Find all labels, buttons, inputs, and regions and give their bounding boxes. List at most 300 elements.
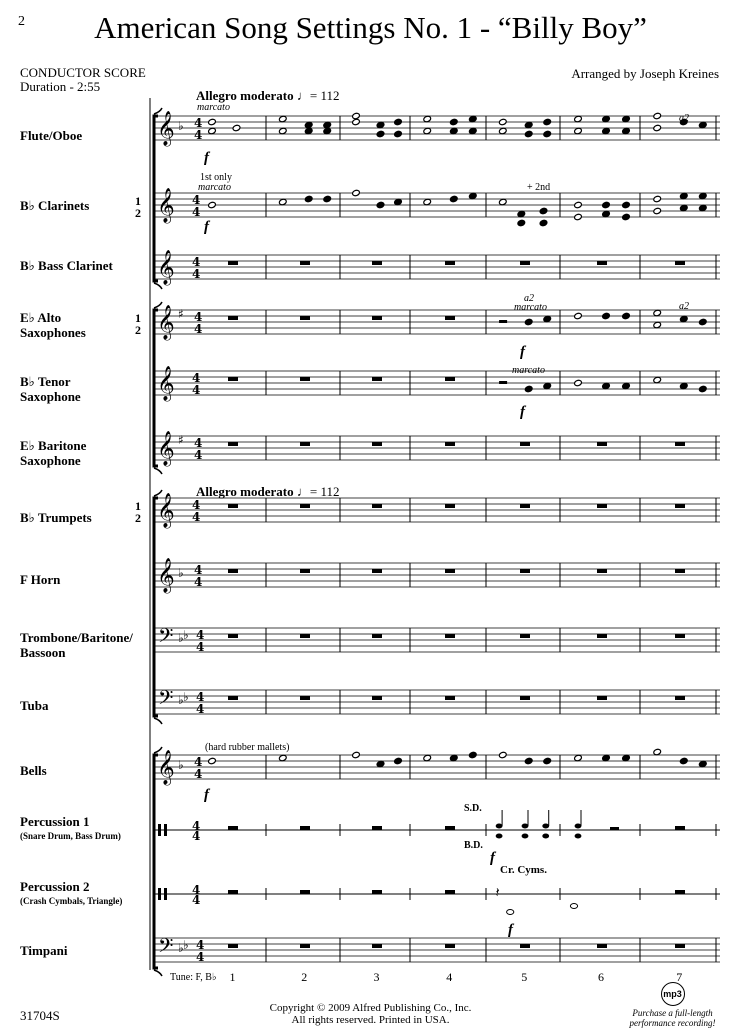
articulation-marcato: marcato <box>198 182 231 193</box>
measure-number: 6 <box>598 970 604 984</box>
notehead <box>543 130 552 137</box>
whole-rest-icon <box>300 890 310 894</box>
whole-rest-icon <box>520 634 530 638</box>
time-signature-numerator: 4 <box>192 371 201 385</box>
staff-part-numbers: 1 2 <box>135 499 141 525</box>
score-type: CONDUCTOR SCORE <box>20 65 146 80</box>
first-only-note: 1st only <box>200 172 232 183</box>
percussion-clef-icon <box>164 888 167 900</box>
notehead <box>543 757 552 764</box>
notehead <box>208 127 217 134</box>
bracket-hook <box>154 718 162 724</box>
notehead <box>574 754 583 761</box>
whole-rest-icon <box>300 944 310 948</box>
whole-rest-icon <box>300 696 310 700</box>
cymbal-note <box>570 904 577 909</box>
notehead <box>394 198 403 205</box>
whole-rest-icon <box>445 316 455 320</box>
group-bracket <box>154 498 158 716</box>
whole-rest-icon <box>597 944 607 948</box>
notehead <box>524 385 533 392</box>
time-signature-numerator: 4 <box>192 498 201 512</box>
treble-clef-icon: 𝄞 <box>157 111 175 146</box>
time-signature-numerator: 4 <box>196 628 205 642</box>
notehead <box>469 127 478 134</box>
notehead <box>524 121 533 128</box>
notehead <box>279 127 288 134</box>
whole-rest-icon <box>228 442 238 446</box>
bracket-hook <box>154 468 162 474</box>
key-flat-icon: ♭ <box>178 566 184 580</box>
dynamic-f: f <box>520 344 525 360</box>
notehead <box>539 207 548 214</box>
notehead <box>699 385 708 392</box>
whole-rest-icon <box>372 634 382 638</box>
whole-rest-icon <box>520 504 530 508</box>
percussion-clef-icon <box>164 824 167 836</box>
time-signature-denominator: 4 <box>196 640 205 654</box>
whole-rest-icon <box>300 634 310 638</box>
quarter-rest-icon: 𝄽 <box>495 885 500 901</box>
dynamic-f: f <box>520 404 525 420</box>
notehead <box>680 204 689 211</box>
a2-marking: a2 <box>679 301 689 312</box>
notehead <box>450 127 459 134</box>
whole-rest-icon <box>520 569 530 573</box>
notehead <box>524 318 533 325</box>
notehead <box>376 760 385 767</box>
key-flat-icon: ♭ <box>178 119 184 133</box>
time-signature-numerator: 4 <box>192 883 201 897</box>
whole-rest-icon <box>228 377 238 381</box>
notehead <box>699 192 708 199</box>
whole-rest-icon <box>372 316 382 320</box>
treble-clef-icon: 𝄞 <box>157 493 175 528</box>
bass-clef-icon: 𝄢 <box>158 686 174 714</box>
whole-rest-icon <box>597 261 607 265</box>
instrument-name: E♭ Baritone Saxophone <box>20 438 87 468</box>
notehead <box>423 127 432 134</box>
notehead <box>323 127 332 134</box>
notehead <box>208 201 217 208</box>
tempo-note-symbol: ♩ <box>296 88 310 103</box>
whole-rest-icon <box>300 377 310 381</box>
time-signature-denominator: 4 <box>194 767 203 781</box>
time-signature-denominator: 4 <box>196 702 205 716</box>
whole-rest-icon <box>300 826 310 830</box>
instrument-name: Flute/Oboe <box>20 128 83 143</box>
notehead <box>524 757 533 764</box>
notehead <box>469 115 478 122</box>
snare-note <box>575 824 582 829</box>
notehead <box>539 219 548 226</box>
dynamic-f: f <box>204 150 209 166</box>
notehead <box>499 118 508 125</box>
half-rest-icon <box>499 381 507 384</box>
notehead <box>653 748 662 755</box>
instrument-name: Percussion 2 <box>20 879 90 894</box>
time-signature-numerator: 4 <box>192 193 201 207</box>
notehead <box>602 312 611 319</box>
notehead <box>653 207 662 214</box>
notehead <box>574 379 583 386</box>
notehead <box>602 201 611 208</box>
bass-drum-label: B.D. <box>464 840 483 851</box>
notehead <box>376 201 385 208</box>
dynamic-f: f <box>508 922 513 938</box>
instrument-name: F Horn <box>20 572 61 587</box>
time-signature-numerator: 4 <box>194 436 203 450</box>
time-signature-denominator: 4 <box>192 383 201 397</box>
instrument-name: Trombone/Baritone/ Bassoon <box>20 630 133 660</box>
page-number: 2 <box>18 14 25 29</box>
crash-cymbals-label: Cr. Cyms. <box>500 864 547 876</box>
time-signature-denominator: 4 <box>192 510 201 524</box>
whole-rest-icon <box>372 442 382 446</box>
instrument-name: B♭ Tenor Saxophone <box>20 374 81 404</box>
time-signature-numerator: 4 <box>192 819 201 833</box>
notehead <box>423 115 432 122</box>
notehead <box>622 213 631 220</box>
key-flat-icon: ♭ <box>183 628 189 642</box>
whole-rest-icon <box>445 377 455 381</box>
time-signature-numerator: 4 <box>194 563 203 577</box>
whole-rest-icon <box>228 504 238 508</box>
tempo-text: Allegro moderato <box>196 484 294 499</box>
notehead <box>323 195 332 202</box>
time-signature-denominator: 4 <box>194 575 203 589</box>
notehead <box>602 210 611 217</box>
whole-rest-icon <box>675 696 685 700</box>
notehead <box>394 130 403 137</box>
mp3-promo[interactable] <box>610 982 735 1028</box>
notehead <box>352 118 361 125</box>
whole-rest-icon <box>372 826 382 830</box>
notehead <box>304 127 313 134</box>
key-flat-icon: ♭ <box>178 941 184 955</box>
whole-rest-icon <box>675 442 685 446</box>
notehead <box>699 204 708 211</box>
whole-rest-icon <box>520 944 530 948</box>
treble-clef-icon: 𝄞 <box>157 366 175 401</box>
treble-clef-icon: 𝄞 <box>157 750 175 785</box>
whole-rest-icon <box>675 944 685 948</box>
notehead <box>574 201 583 208</box>
notehead <box>699 760 708 767</box>
notehead <box>352 189 361 196</box>
whole-rest-icon <box>445 569 455 573</box>
treble-clef-icon: 𝄞 <box>157 431 175 466</box>
whole-rest-icon <box>372 504 382 508</box>
notehead <box>323 121 332 128</box>
tempo-note-symbol: ♩ <box>296 484 310 499</box>
notehead <box>376 121 385 128</box>
notehead <box>622 382 631 389</box>
instrument-name: B♭ Trumpets <box>20 510 92 525</box>
measure-number: 4 <box>446 970 453 984</box>
notehead <box>517 210 526 217</box>
whole-rest-icon <box>228 890 238 894</box>
bass-drum-note <box>542 834 549 839</box>
whole-rest-icon <box>372 696 382 700</box>
percussion-clef-icon <box>158 888 161 900</box>
key-flat-icon: ♭ <box>178 758 184 772</box>
dynamic-f: f <box>204 787 209 803</box>
notehead <box>279 115 288 122</box>
whole-rest-icon <box>445 634 455 638</box>
time-signature-numerator: 4 <box>194 116 203 130</box>
key-sharp-icon: ♯ <box>178 307 184 321</box>
notehead <box>622 754 631 761</box>
time-signature-denominator: 4 <box>192 267 201 281</box>
half-rest-icon <box>610 827 619 830</box>
notehead <box>543 118 552 125</box>
notehead <box>450 754 459 761</box>
whole-rest-icon <box>228 944 238 948</box>
instrument-name: Bells <box>20 763 47 778</box>
notehead <box>574 312 583 319</box>
notehead <box>423 198 432 205</box>
instrument-name: E♭ Alto Saxophones <box>20 310 86 340</box>
notehead <box>394 757 403 764</box>
notehead <box>499 198 508 205</box>
bass-clef-icon: 𝄢 <box>158 624 174 652</box>
whole-rest-icon <box>372 944 382 948</box>
notehead <box>208 118 217 125</box>
notehead <box>653 124 662 131</box>
notehead <box>499 751 508 758</box>
whole-rest-icon <box>228 826 238 830</box>
treble-clef-icon: 𝄞 <box>157 305 175 340</box>
notehead <box>680 757 689 764</box>
time-signature-denominator: 4 <box>192 893 201 907</box>
whole-rest-icon <box>597 634 607 638</box>
whole-rest-icon <box>675 890 685 894</box>
whole-rest-icon <box>300 316 310 320</box>
notehead <box>469 192 478 199</box>
whole-rest-icon <box>372 569 382 573</box>
whole-rest-icon <box>445 504 455 508</box>
whole-rest-icon <box>445 442 455 446</box>
whole-rest-icon <box>372 261 382 265</box>
whole-rest-icon <box>228 696 238 700</box>
tempo-text: Allegro moderato <box>196 88 294 103</box>
time-signature-denominator: 4 <box>196 950 205 964</box>
mallet-instruction: (hard rubber mallets) <box>205 742 290 753</box>
a2-marking: a2 <box>679 113 689 124</box>
notehead <box>653 376 662 383</box>
notehead <box>543 382 552 389</box>
promo-text[interactable]: Purchase a full-length performance recording! <box>629 1008 716 1028</box>
bracket-hook <box>154 970 162 976</box>
whole-rest-icon <box>228 261 238 265</box>
treble-clef-icon: 𝄞 <box>157 188 175 223</box>
treble-clef-icon: 𝄞 <box>157 250 175 285</box>
whole-rest-icon <box>445 944 455 948</box>
staff-part-numbers: 1 2 <box>135 194 141 220</box>
whole-rest-icon <box>228 569 238 573</box>
articulation-marcato: marcato <box>512 365 545 376</box>
notehead <box>352 751 361 758</box>
bass-drum-note <box>496 834 503 839</box>
notehead <box>602 127 611 134</box>
time-signature-denominator: 4 <box>194 448 203 462</box>
percussion-clef-icon <box>158 824 161 836</box>
snare-note <box>496 824 503 829</box>
whole-rest-icon <box>520 261 530 265</box>
tempo-value: = 112 <box>309 88 340 103</box>
notehead <box>279 198 288 205</box>
instrument-name: B♭ Bass Clarinet <box>20 258 113 273</box>
notehead <box>394 118 403 125</box>
catalog-number: 31704S <box>20 1008 60 1023</box>
bass-drum-note <box>575 834 582 839</box>
notehead <box>680 192 689 199</box>
measure-number: 7 <box>676 970 683 984</box>
score-title: American Song Settings No. 1 - “Billy Boy” <box>94 10 647 45</box>
notehead <box>524 130 533 137</box>
articulation-marcato: marcato <box>197 102 230 113</box>
notehead <box>574 115 583 122</box>
copyright-line: Copyright © 2009 Alfred Publishing Co., Inc. <box>269 1002 472 1014</box>
whole-rest-icon <box>675 504 685 508</box>
notehead <box>304 121 313 128</box>
instrument-subtitle: (Snare Drum, Bass Drum) <box>20 831 121 841</box>
whole-rest-icon <box>675 569 685 573</box>
whole-rest-icon <box>445 826 455 830</box>
time-signature-denominator: 4 <box>194 128 203 142</box>
time-signature-numerator: 4 <box>194 310 203 324</box>
whole-rest-icon <box>300 569 310 573</box>
whole-rest-icon <box>675 261 685 265</box>
time-signature-denominator: 4 <box>192 205 201 219</box>
key-flat-icon: ♭ <box>178 693 184 707</box>
measure-number: 5 <box>521 970 528 984</box>
instrument-name: B♭ Clarinets <box>20 198 90 213</box>
staff-part-numbers: 1 2 <box>135 311 141 337</box>
notehead <box>653 112 662 119</box>
whole-rest-icon <box>445 261 455 265</box>
notehead <box>376 130 385 137</box>
mp3-icon[interactable]: mp3 <box>661 982 685 1006</box>
whole-rest-icon <box>597 696 607 700</box>
notehead <box>232 124 241 131</box>
notehead <box>304 195 313 202</box>
notehead <box>622 115 631 122</box>
half-rest-icon <box>499 320 507 323</box>
articulation-marcato: marcato <box>514 302 547 313</box>
whole-rest-icon <box>597 569 607 573</box>
cymbal-note <box>507 910 514 915</box>
notehead <box>622 201 631 208</box>
notehead <box>602 382 611 389</box>
measure-number: 3 <box>373 970 380 984</box>
time-signature-numerator: 4 <box>192 255 201 269</box>
snare-drum-label: S.D. <box>464 803 482 814</box>
notehead <box>450 195 459 202</box>
time-signature-numerator: 4 <box>196 938 205 952</box>
whole-rest-icon <box>445 696 455 700</box>
notehead <box>622 312 631 319</box>
tempo-value: = 112 <box>309 484 340 499</box>
key-flat-icon: ♭ <box>183 938 189 952</box>
notehead <box>680 315 689 322</box>
whole-rest-icon <box>445 890 455 894</box>
notehead <box>574 127 583 134</box>
notehead <box>543 315 552 322</box>
whole-rest-icon <box>597 504 607 508</box>
notehead <box>469 751 478 758</box>
notehead <box>699 121 708 128</box>
arranger: Arranged by Joseph Kreines <box>571 66 719 81</box>
key-flat-icon: ♭ <box>178 631 184 645</box>
measure-number: 2 <box>301 970 308 984</box>
snare-note <box>542 824 549 829</box>
notehead <box>574 213 583 220</box>
notehead <box>423 754 432 761</box>
whole-rest-icon <box>372 890 382 894</box>
notehead <box>208 757 217 764</box>
timpani-tuning: Tune: F, B♭ <box>170 972 217 983</box>
key-flat-icon: ♭ <box>183 690 189 704</box>
whole-rest-icon <box>300 442 310 446</box>
whole-rest-icon <box>228 316 238 320</box>
notehead <box>279 754 288 761</box>
notehead <box>499 127 508 134</box>
copyright-line: All rights reserved. Printed in USA. <box>291 1014 450 1026</box>
whole-rest-icon <box>300 504 310 508</box>
instrument-name: Tuba <box>20 698 49 713</box>
bass-clef-icon: 𝄢 <box>158 934 174 962</box>
whole-rest-icon <box>597 442 607 446</box>
time-signature-denominator: 4 <box>192 829 201 843</box>
notehead <box>602 115 611 122</box>
whole-rest-icon <box>675 634 685 638</box>
whole-rest-icon <box>228 634 238 638</box>
time-signature-denominator: 4 <box>194 322 203 336</box>
notehead <box>517 219 526 226</box>
whole-rest-icon <box>300 261 310 265</box>
notehead <box>653 195 662 202</box>
snare-note <box>522 824 529 829</box>
bass-drum-note <box>522 834 529 839</box>
notehead <box>352 112 361 119</box>
dynamic-f: f <box>490 850 495 866</box>
notehead <box>699 318 708 325</box>
notehead <box>653 321 662 328</box>
duration: Duration - 2:55 <box>20 79 101 94</box>
key-sharp-icon: ♯ <box>178 433 184 447</box>
plus-second-note: + 2nd <box>527 182 551 193</box>
notehead <box>602 754 611 761</box>
instrument-name: Percussion 1 <box>20 814 90 829</box>
a2-marking: a2 <box>524 293 534 304</box>
measure-number: 1 <box>229 970 236 984</box>
notehead <box>622 127 631 134</box>
whole-rest-icon <box>372 377 382 381</box>
notehead <box>653 309 662 316</box>
whole-rest-icon <box>520 442 530 446</box>
time-signature-numerator: 4 <box>196 690 205 704</box>
instrument-subtitle: (Crash Cymbals, Triangle) <box>20 896 123 906</box>
notehead <box>450 118 459 125</box>
whole-rest-icon <box>520 696 530 700</box>
whole-rest-icon <box>675 826 685 830</box>
instrument-name: Timpani <box>20 943 68 958</box>
treble-clef-icon: 𝄞 <box>157 558 175 593</box>
time-signature-numerator: 4 <box>194 755 203 769</box>
dynamic-f: f <box>204 219 209 235</box>
